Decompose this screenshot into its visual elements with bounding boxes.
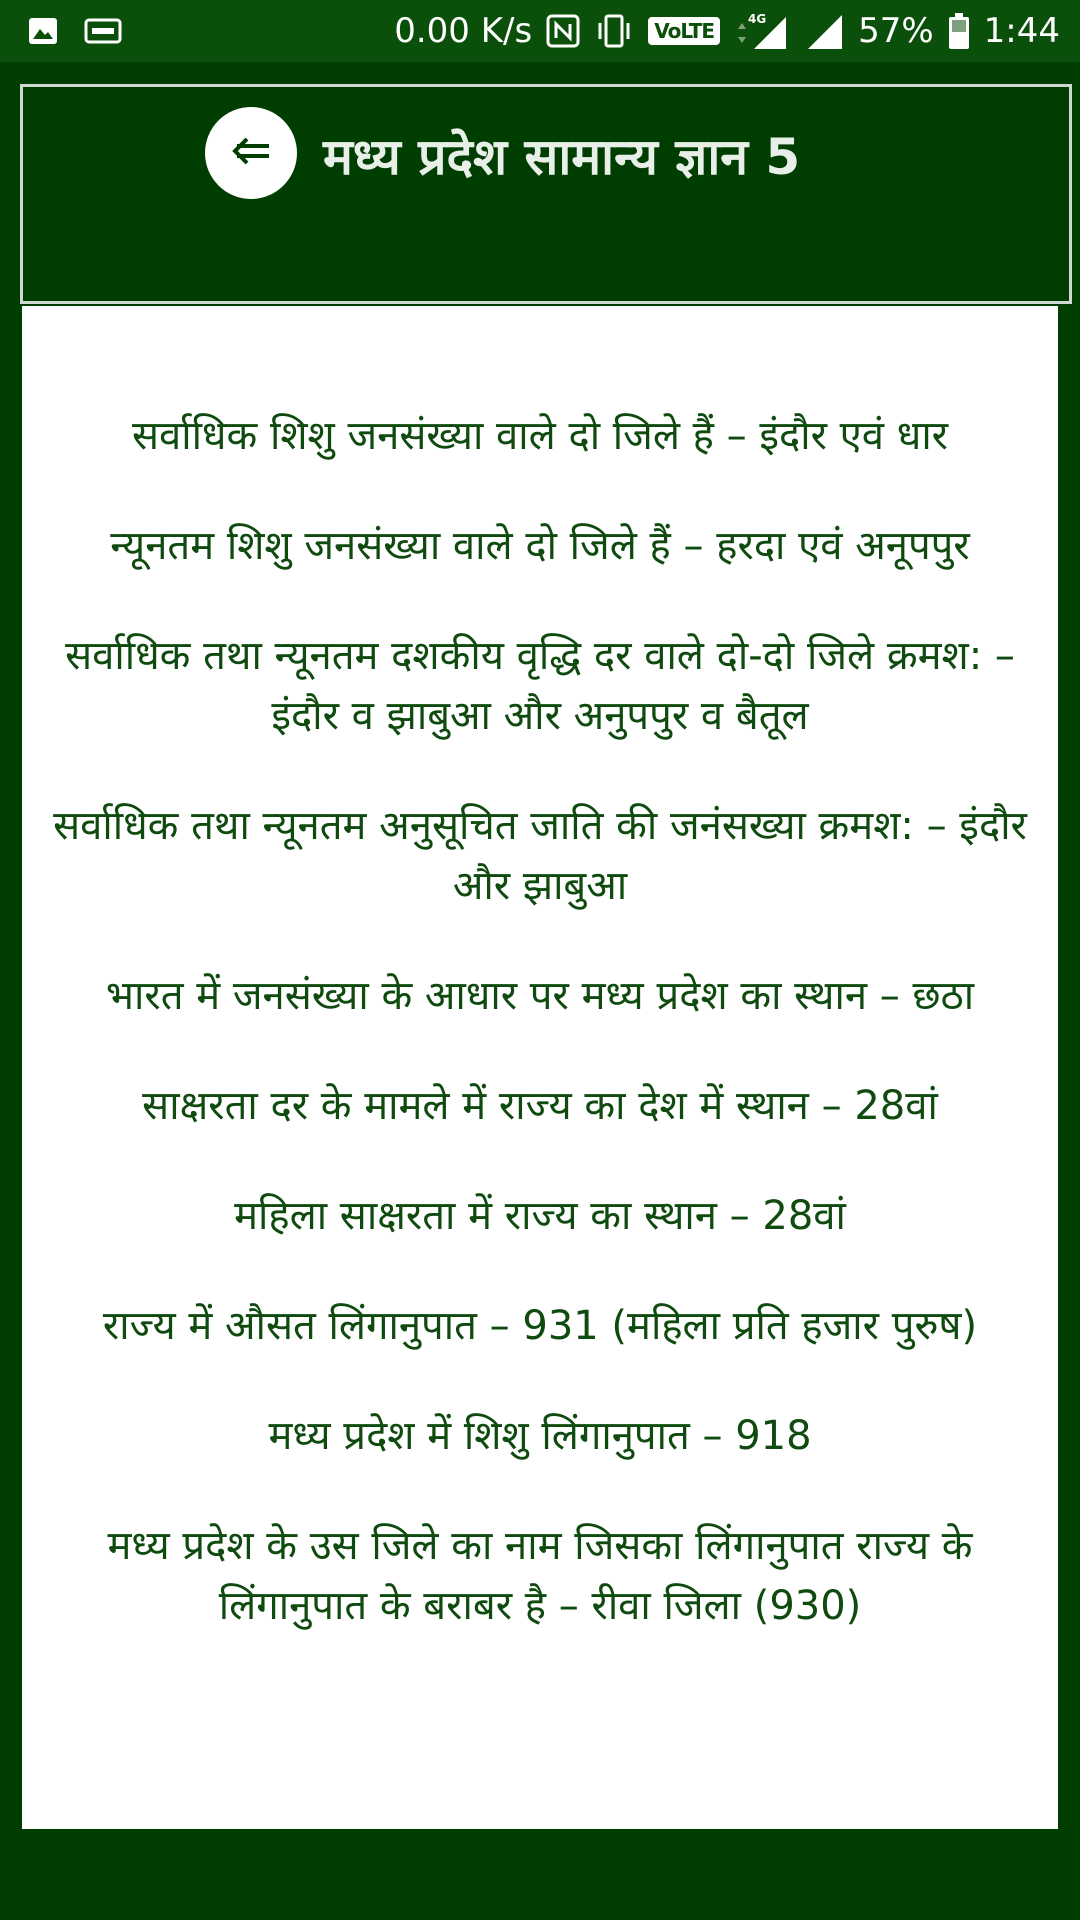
fact-item: राज्य में औसत लिंगानुपात – 931 (महिला प्रति हजार पुरुष) (102, 1303, 978, 1349)
fact-item: मध्य प्रदेश में शिशु लिंगानुपात – 918 (268, 1413, 812, 1459)
battery-percent: 57% (858, 11, 934, 51)
battery-icon (948, 12, 970, 50)
fact-item: सर्वाधिक तथा न्यूनतम दशकीय वृद्धि दर वाले दो-दो जिले क्रमश: – इंदौर व झाबुआ और अनुपपुर व बैतूल (65, 633, 1015, 739)
fact-item: न्यूनतम शिशु जनसंख्या वाले दो जिले हैं – हरदा एवं अनूपपुर (110, 523, 970, 569)
fact-item: साक्षरता दर के मामले में राज्य का देश में स्थान – 28वां (142, 1083, 938, 1129)
fact-item: भारत में जनसंख्या के आधार पर मध्य प्रदेश का स्थान – छठा (105, 973, 975, 1019)
vibrate-icon (594, 14, 634, 48)
clock: 1:44 (983, 11, 1060, 51)
volte-icon: VoLTE (648, 17, 720, 45)
network-speed: 0.00 K/s (394, 11, 533, 51)
svg-text:4G: 4G (748, 12, 767, 26)
signal-icon (804, 11, 844, 51)
fact-item: सर्वाधिक शिशु जनसंख्या वाले दो जिले हैं – इंदौर एवं धार (131, 413, 949, 459)
voicemail-icon (84, 18, 122, 44)
back-arrow-icon (229, 136, 273, 170)
status-bar (0, 0, 1080, 62)
back-button[interactable] (205, 107, 297, 199)
app-header (20, 84, 1072, 304)
page-title: मध्य प्रदेश सामान्य ज्ञान 5 (323, 128, 801, 186)
fact-item: सर्वाधिक तथा न्यूनतम अनुसूचित जाति की जनंसख्या क्रमश: – इंदौर और झाबुआ (53, 803, 1027, 909)
fact-item: मध्य प्रदेश के उस जिले का नाम जिसका लिंगानुपात राज्य के लिंगानुपात के बराबर है – रीवा जिला (930) (107, 1523, 973, 1629)
fact-item: महिला साक्षरता में राज्य का स्थान – 28वां (234, 1193, 846, 1239)
image-icon (28, 17, 58, 45)
signal-4g-icon (734, 11, 790, 51)
facts-list (22, 306, 1058, 1829)
nfc-icon (546, 14, 580, 48)
